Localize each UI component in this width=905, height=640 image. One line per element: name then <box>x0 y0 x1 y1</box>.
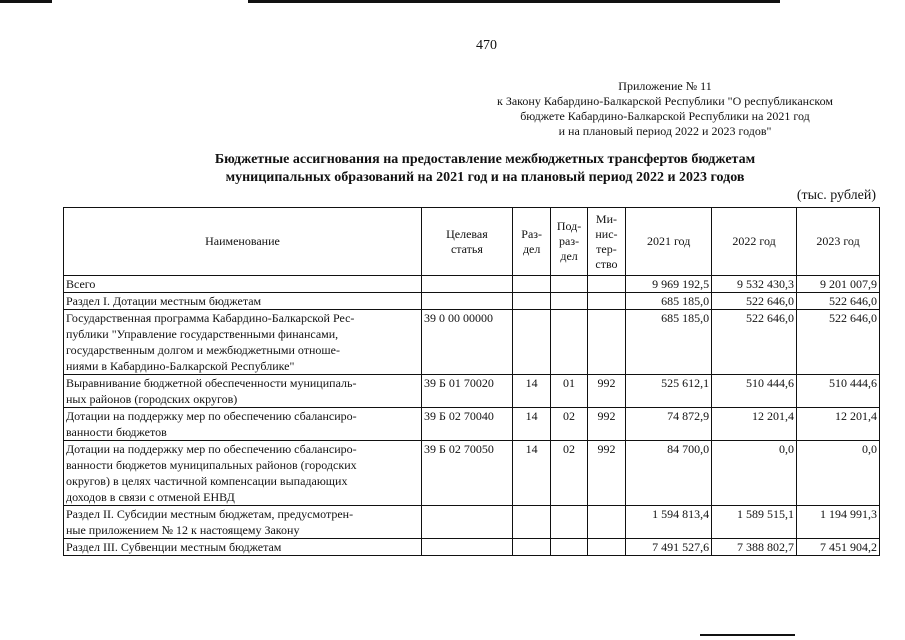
cell-ministry <box>587 293 625 310</box>
cell-name <box>64 506 422 539</box>
scan-edge-line <box>0 0 52 3</box>
title-line: муниципальных образований на 2021 год и на плановый период 2022 и 2023 годов <box>225 170 745 185</box>
cell-ministry: 992 <box>587 375 625 408</box>
units-label: (тыс. рублей) <box>796 188 876 203</box>
cell-name-line: округов) в целях частичной компенсации выпадающих <box>66 474 348 488</box>
appendix-line: бюджете Кабардино-Балкарской Республики на 2021 год <box>520 109 810 123</box>
cell-subsection <box>551 276 587 293</box>
table-header-row <box>64 208 880 276</box>
cell-2021: 84 700,0 <box>626 441 712 506</box>
budget-table <box>63 207 880 556</box>
cell-name-line: Раздел III. Субвенции местным бюджетам <box>66 540 282 554</box>
cell-name-line: Выравнивание бюджетной обеспеченности муниципаль- <box>66 376 357 390</box>
cell-subsection: 02 <box>551 408 587 441</box>
cell-article <box>421 276 512 293</box>
scan-edge-line <box>700 634 795 636</box>
cell-name-line: Всего <box>66 277 96 291</box>
cell-2023: 0,0 <box>797 441 880 506</box>
cell-2023: 522 646,0 <box>797 310 880 375</box>
cell-2023: 522 646,0 <box>797 293 880 310</box>
cell-section <box>512 539 550 556</box>
table-row <box>64 441 880 506</box>
cell-name-line: ниями в Кабардино-Балкарской Республике" <box>66 359 295 373</box>
appendix-line: к Закону Кабардино-Балкарской Республики "О республиканском <box>497 94 833 108</box>
header-ministry: Ми- нис- тер- ство <box>587 208 625 276</box>
cell-name-line: публики "Управление государственными финансами, <box>66 327 339 341</box>
cell-section: 14 <box>512 375 550 408</box>
cell-2022: 1 589 515,1 <box>712 506 797 539</box>
appendix-line: и на плановый период 2022 и 2023 годов" <box>558 124 772 138</box>
cell-name <box>64 441 422 506</box>
table-row <box>64 539 880 556</box>
cell-2021: 7 491 527,6 <box>626 539 712 556</box>
cell-article: 39 0 00 00000 <box>421 310 512 375</box>
header-section: Раз- дел <box>512 208 550 276</box>
cell-2022: 510 444,6 <box>712 375 797 408</box>
cell-name-line: ванности бюджетов <box>66 425 167 439</box>
cell-article <box>421 539 512 556</box>
cell-subsection <box>551 293 587 310</box>
cell-article: 39 Б 01 70020 <box>421 375 512 408</box>
cell-name-line: Государственная программа Кабардино-Балкарской Рес- <box>66 311 355 325</box>
cell-subsection: 02 <box>551 441 587 506</box>
header-2021: 2021 год <box>626 208 712 276</box>
cell-name-line: ных районов (городских округов) <box>66 392 238 406</box>
cell-section: 14 <box>512 441 550 506</box>
table-row <box>64 310 880 375</box>
header-subsection: Под- раз- дел <box>551 208 587 276</box>
cell-name <box>64 375 422 408</box>
cell-2022: 522 646,0 <box>712 293 797 310</box>
cell-2021: 1 594 813,4 <box>626 506 712 539</box>
table-row <box>64 375 880 408</box>
cell-name-line: ванности бюджетов муниципальных районов (городских <box>66 458 357 472</box>
cell-ministry: 992 <box>587 441 625 506</box>
cell-name-line: Раздел II. Субсидии местным бюджетам, предусмотрен- <box>66 507 354 521</box>
cell-name <box>64 539 422 556</box>
cell-2021: 525 612,1 <box>626 375 712 408</box>
cell-2021: 74 872,9 <box>626 408 712 441</box>
cell-name-line: ные приложением № 12 к настоящему Закону <box>66 523 300 537</box>
cell-name <box>64 293 422 310</box>
cell-ministry <box>587 539 625 556</box>
cell-article: 39 Б 02 70040 <box>421 408 512 441</box>
cell-section: 14 <box>512 408 550 441</box>
table-row <box>64 293 880 310</box>
cell-name-line: Раздел I. Дотации местным бюджетам <box>66 294 262 308</box>
cell-2023: 12 201,4 <box>797 408 880 441</box>
cell-article <box>421 293 512 310</box>
title-line: Бюджетные ассигнования на предоставление межбюджетных трансфертов бюджетам <box>214 152 756 167</box>
cell-name <box>64 408 422 441</box>
cell-name-line: государственным долгом и межбюджетными отноше- <box>66 343 340 357</box>
cell-2022: 0,0 <box>712 441 797 506</box>
cell-ministry: 992 <box>587 408 625 441</box>
cell-2021: 9 969 192,5 <box>626 276 712 293</box>
appendix-line: Приложение № 11 <box>618 79 712 93</box>
cell-2022: 7 388 802,7 <box>712 539 797 556</box>
cell-name-line: доходов в связи с отменой ЕНВД <box>66 490 235 504</box>
cell-subsection <box>551 506 587 539</box>
scan-edge-line <box>248 0 780 3</box>
cell-2023: 510 444,6 <box>797 375 880 408</box>
page-number: 470 <box>476 38 497 53</box>
document-title <box>150 151 820 187</box>
header-2023: 2023 год <box>797 208 880 276</box>
cell-name <box>64 310 422 375</box>
cell-section <box>512 293 550 310</box>
cell-2022: 522 646,0 <box>712 310 797 375</box>
cell-ministry <box>587 506 625 539</box>
cell-ministry <box>587 310 625 375</box>
cell-2022: 12 201,4 <box>712 408 797 441</box>
cell-article: 39 Б 02 70050 <box>421 441 512 506</box>
header-article: Целевая статья <box>421 208 512 276</box>
cell-2023: 1 194 991,3 <box>797 506 880 539</box>
cell-article <box>421 506 512 539</box>
cell-2023: 7 451 904,2 <box>797 539 880 556</box>
table-row <box>64 276 880 293</box>
cell-subsection: 01 <box>551 375 587 408</box>
appendix-header <box>455 79 875 139</box>
table-row <box>64 408 880 441</box>
cell-section <box>512 506 550 539</box>
header-2022: 2022 год <box>712 208 797 276</box>
cell-2021: 685 185,0 <box>626 293 712 310</box>
cell-section <box>512 310 550 375</box>
cell-subsection <box>551 539 587 556</box>
cell-2023: 9 201 007,9 <box>797 276 880 293</box>
cell-name-line: Дотации на поддержку мер по обеспечению сбалансиро- <box>66 409 357 423</box>
cell-subsection <box>551 310 587 375</box>
table-row <box>64 506 880 539</box>
cell-2021: 685 185,0 <box>626 310 712 375</box>
cell-2022: 9 532 430,3 <box>712 276 797 293</box>
cell-name-line: Дотации на поддержку мер по обеспечению сбалансиро- <box>66 442 357 456</box>
cell-ministry <box>587 276 625 293</box>
cell-name <box>64 276 422 293</box>
cell-section <box>512 276 550 293</box>
header-name: Наименование <box>64 208 422 276</box>
